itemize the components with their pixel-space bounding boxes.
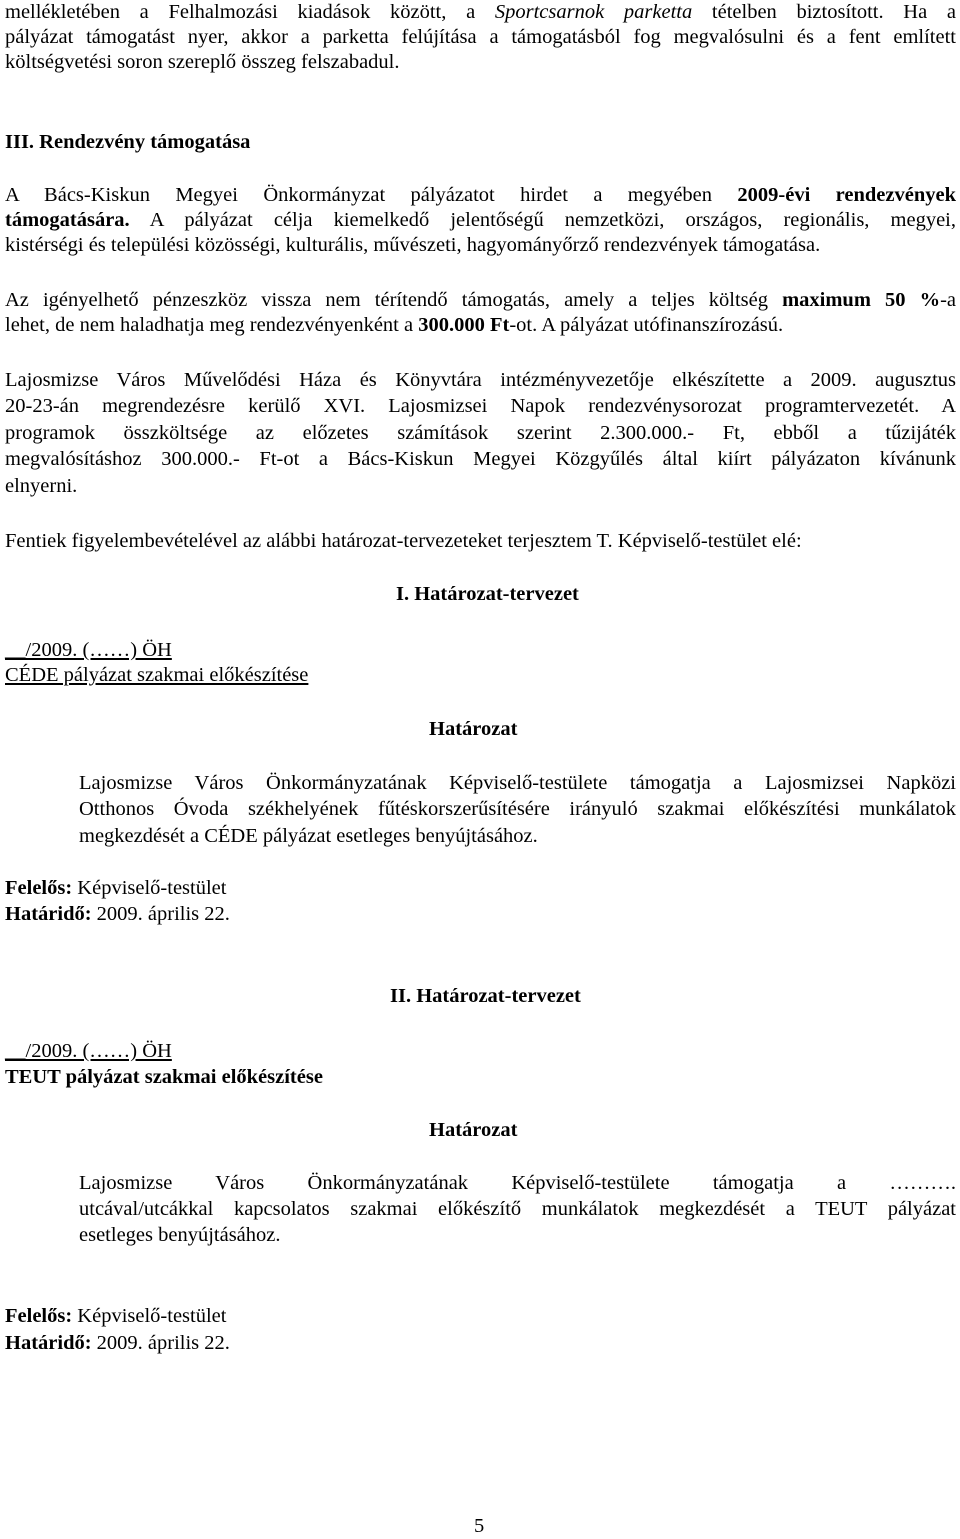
resolution2-responsible: Felelős: Képviselő-testület bbox=[5, 1305, 227, 1327]
section3-p3-line5: elnyerni. bbox=[5, 475, 78, 497]
resolution1-heading: Határozat bbox=[429, 718, 518, 740]
section3-p1-line1: A Bács-Kiskun Megyei Önkormányzat pályázatot hirdet a megyében 2009-évi rendezvények bbox=[5, 184, 956, 206]
resolution2-title: II. Határozat-tervezet bbox=[390, 985, 581, 1007]
section3-p3-line2: 20-23-án megrendezésre kerülő XVI. Lajosmizsei Napok rendezvénysorozat programtervezetét. A bbox=[5, 395, 956, 417]
resolution1-body-line3: megkezdését a CÉDE pályázat esetleges benyújtásához. bbox=[79, 825, 538, 847]
resolution2-number: __/2009. (……) ÖH bbox=[5, 1040, 172, 1062]
intro-line-1: mellékletében a Felhalmozási kiadások között, a Sportcsarnok parketta tételben biztosított. Ha a bbox=[5, 1, 956, 23]
section3-p1-line3: kistérségi és települési közösségi, kulturális, művészeti, hagyományőrző rendezvények támogatása. bbox=[5, 234, 821, 256]
intro-line-3: költségvetési soron szereplő összeg felszabadul. bbox=[5, 51, 400, 73]
resolution1-body-line1: Lajosmizse Város Önkormányzatának Képviselő-testülete támogatja a Lajosmizsei Napközi bbox=[79, 772, 956, 794]
resolution2-body-line1: Lajosmizse Város Önkormányzatának Képviselő-testülete támogatja a ………. bbox=[79, 1172, 956, 1194]
section3-p4: Fentiek figyelembevételével az alábbi határozat-tervezeteket terjesztem T. Képviselő-testület elé: bbox=[5, 530, 802, 552]
section3-p2-line1: Az igényelhető pénzeszköz vissza nem térítendő támogatás, amely a teljes költség maximum 50 %-a bbox=[5, 289, 957, 311]
section3-p3-line3: programok összköltsége az előzetes számítások szerint 2.300.000.- Ft, ebből a tűzijáték bbox=[5, 422, 956, 444]
resolution2-body-line3: esetleges benyújtásához. bbox=[79, 1224, 281, 1246]
resolution2-heading: Határozat bbox=[429, 1119, 518, 1141]
section-heading: III. Rendezvény támogatása bbox=[5, 131, 251, 153]
section3-p3-line4: megvalósításhoz 300.000.- Ft-ot a Bács-Kiskun Megyei Közgyűlés által kiírt pályázaton kívánunk bbox=[5, 448, 956, 470]
resolution1-deadline: Határidő: 2009. április 22. bbox=[5, 903, 230, 925]
resolution1-body-line2: Otthonos Óvoda székhelyének fűtéskorszerűsítésére irányuló szakmai előkészítési munkálatok bbox=[79, 798, 956, 820]
resolution2-subject: TEUT pályázat szakmai előkészítése bbox=[5, 1066, 323, 1088]
section3-p3-line1: Lajosmizse Város Művelődési Háza és Könyvtára intézményvezetője elkészítette a 2009. augusztus bbox=[5, 369, 956, 391]
resolution1-title: I. Határozat-tervezet bbox=[396, 583, 579, 605]
resolution1-subject: CÉDE pályázat szakmai előkészítése bbox=[5, 664, 309, 686]
section3-p2-line2: lehet, de nem haladhatja meg rendezvényenként a 300.000 Ft-ot. A pályázat utófinanszírozású. bbox=[5, 314, 784, 336]
resolution2-body-line2: utcával/utcákkal kapcsolatos szakmai előkészítő munkálatok megkezdését a TEUT pályázat bbox=[79, 1198, 956, 1220]
resolution1-number: __/2009. (……) ÖH bbox=[5, 639, 172, 661]
page-number: 5 bbox=[474, 1515, 485, 1537]
intro-line-2: pályázat támogatást nyer, akkor a parketta felújítása a támogatásból fog megvalósulni és a fent említett bbox=[5, 26, 956, 48]
resolution2-deadline: Határidő: 2009. április 22. bbox=[5, 1332, 230, 1354]
intro-italic-term: Sportcsarnok parketta bbox=[494, 1, 693, 23]
section3-p1-line2: támogatására. A pályázat célja kiemelkedő jelentőségű nemzetközi, országos, regionális, megyei, bbox=[5, 209, 956, 231]
resolution1-responsible: Felelős: Képviselő-testület bbox=[5, 877, 227, 899]
